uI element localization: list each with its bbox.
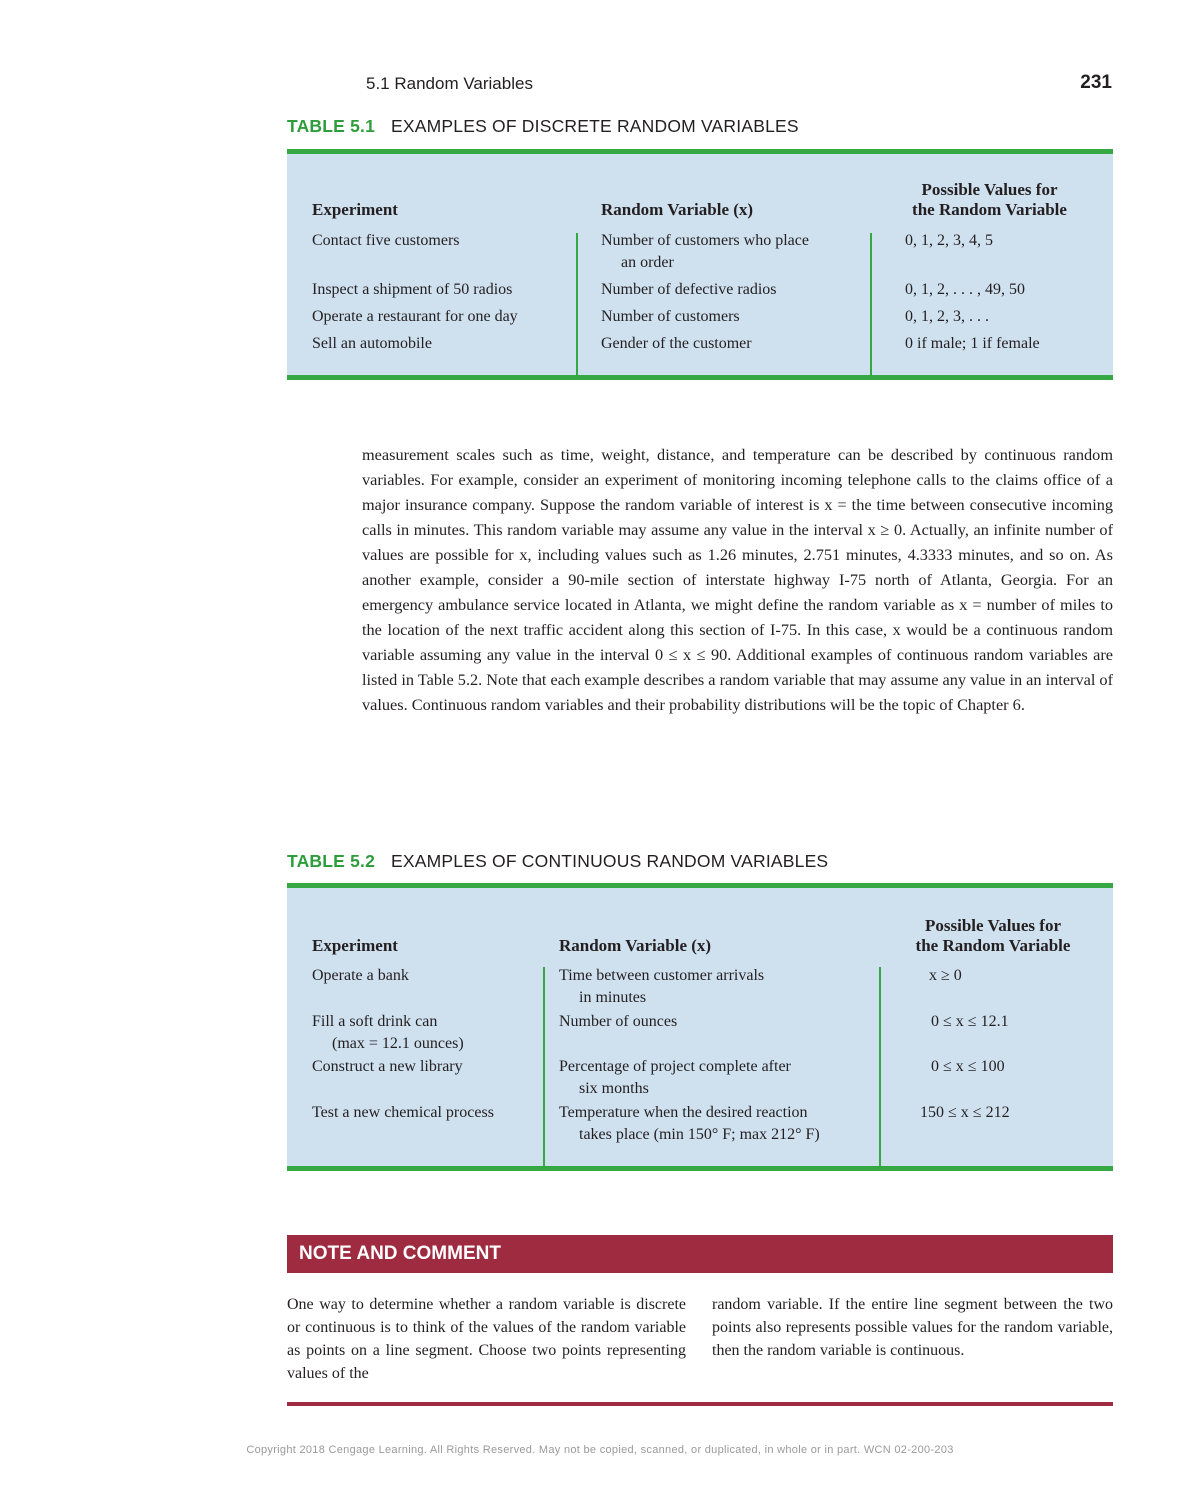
table2-caption	[287, 851, 828, 872]
copyright-notice: Copyright 2018 Cengage Learning. All Rights Reserved. May not be copied, scanned, or duplicated, in whole or in part. WCN 02-200-203	[246, 1444, 954, 1456]
note-column-right: random variable. If the entire line segment between the two points also represents possible values for the random variable, then the random variable is continuous.	[712, 1296, 1113, 1359]
table2-exp-line: Fill a soft drink can	[312, 1013, 438, 1030]
note-and-comment-banner: NOTE AND COMMENT	[287, 1235, 1113, 1273]
table2-header-values-line1: Possible Values for	[924, 916, 1062, 935]
table2-rv-line: Temperature when the desired reaction	[559, 1104, 808, 1121]
table1-header-values-line2: the Random Variable	[912, 200, 1067, 219]
table1-cell-experiment: Operate a restaurant for one day	[312, 308, 518, 325]
page-number: 231	[1080, 72, 1112, 93]
table1-cell-random-variable: Number of defective radios	[601, 281, 777, 298]
table2-divider	[543, 967, 545, 1166]
table1-cell-random-variable: Gender of the customer	[601, 335, 752, 352]
table2-header-values	[883, 916, 1103, 956]
table1-header-values-line1: Possible Values for	[921, 180, 1058, 199]
note-column-left: One way to determine whether a random variable is discrete or continuous is to think of the values of the random variable as points on a line segment. Choose two points representing values of the	[287, 1296, 686, 1382]
table1-cell-experiment: Inspect a shipment of 50 radios	[312, 281, 513, 298]
table1-cell-random-variable	[601, 230, 809, 274]
table1-rv-line: Number of customers who place	[601, 232, 809, 249]
table1-title: EXAMPLES OF DISCRETE RANDOM VARIABLES	[391, 116, 799, 136]
table1-divider	[870, 233, 872, 375]
table1	[287, 149, 1113, 380]
note-bottom-rule	[287, 1402, 1113, 1406]
table2-cell-experiment: Test a new chemical process	[312, 1104, 494, 1121]
table2	[287, 883, 1113, 1171]
table2-exp-continuation: (max = 12.1 ounces)	[332, 1035, 464, 1052]
table2-cell-experiment	[312, 1011, 464, 1055]
table1-divider	[576, 233, 578, 375]
table2-divider	[879, 967, 881, 1166]
table2-cell-values: 150 ≤ x ≤ 212	[920, 1104, 1010, 1121]
table2-header-experiment: Experiment	[312, 936, 398, 955]
table1-cell-experiment: Contact five customers	[312, 232, 460, 249]
table1-cell-experiment: Sell an automobile	[312, 335, 432, 352]
table2-header-random-variable: Random Variable (x)	[559, 936, 712, 955]
table2-cell-experiment: Operate a bank	[312, 967, 409, 984]
running-head: 5.1 Random Variables	[366, 74, 533, 93]
table2-cell-values: x ≥ 0	[929, 967, 962, 984]
table2-header-values-line2: the Random Variable	[915, 936, 1071, 955]
table1-cell-values: 0, 1, 2, 3, 4, 5	[905, 232, 993, 249]
table2-cell-random-variable	[559, 965, 764, 1009]
table2-label: TABLE 5.2	[287, 851, 376, 871]
body-paragraph: measurement scales such as time, weight, distance, and temperature can be described by continuous random variables. For example, consider an experiment of monitoring incoming telephone calls to the claims office of a major insurance company. Suppose the random variable of interest is x = the time between consecutive incoming calls in minutes. This random variable may assume any value in the interval x ≥ 0. Actually, an infinite number of values are possible for x, including values such as 1.26 minutes, 2.751 minutes, 4.3333 minutes, and so on. As another example, consider a 90-mile section of interstate highway I-75 north of Atlanta, Georgia. For an emergency ambulance service located in Atlanta, we might define the random variable as x = number of miles to the location of the next traffic accident along this section of I-75. In this case, x would be a continuous random variable assuming any value in the interval 0 ≤ x ≤ 90. Additional examples of continuous random variables are listed in Table 5.2. Note that each example describes a random variable that may assume any value in an interval of values. Continuous random variables and their probability distributions will be the topic of Chapter 6.	[362, 445, 1113, 714]
table1-cell-values: 0, 1, 2, . . . , 49, 50	[905, 281, 1025, 298]
table2-rv-line: Percentage of project complete after	[559, 1058, 791, 1075]
table2-rv-continuation: six months	[579, 1080, 649, 1097]
table1-header-experiment: Experiment	[312, 200, 398, 219]
table2-cell-values: 0 ≤ x ≤ 100	[931, 1058, 1005, 1075]
table1-label: TABLE 5.1	[287, 116, 376, 136]
table2-rv-line: Time between customer arrivals	[559, 967, 765, 984]
table2-cell-values: 0 ≤ x ≤ 12.1	[931, 1013, 1009, 1030]
table2-cell-experiment: Construct a new library	[312, 1058, 463, 1075]
table1-rv-continuation: an order	[621, 254, 674, 271]
table2-rv-continuation: in minutes	[579, 989, 647, 1006]
table1-cell-random-variable: Number of customers	[601, 308, 740, 325]
table1-cell-values: 0 if male; 1 if female	[905, 335, 1040, 352]
table1-header-values	[877, 180, 1102, 220]
table1-cell-values: 0, 1, 2, 3, . . .	[905, 308, 989, 325]
table1-header-random-variable: Random Variable (x)	[601, 200, 754, 219]
table1-caption	[287, 116, 799, 137]
table2-rv-continuation: takes place (min 150° F; max 212° F)	[579, 1126, 820, 1143]
table2-cell-random-variable: Number of ounces	[559, 1013, 678, 1030]
table2-title: EXAMPLES OF CONTINUOUS RANDOM VARIABLES	[391, 851, 829, 871]
table2-cell-random-variable	[559, 1102, 820, 1146]
table2-cell-random-variable	[559, 1056, 791, 1100]
